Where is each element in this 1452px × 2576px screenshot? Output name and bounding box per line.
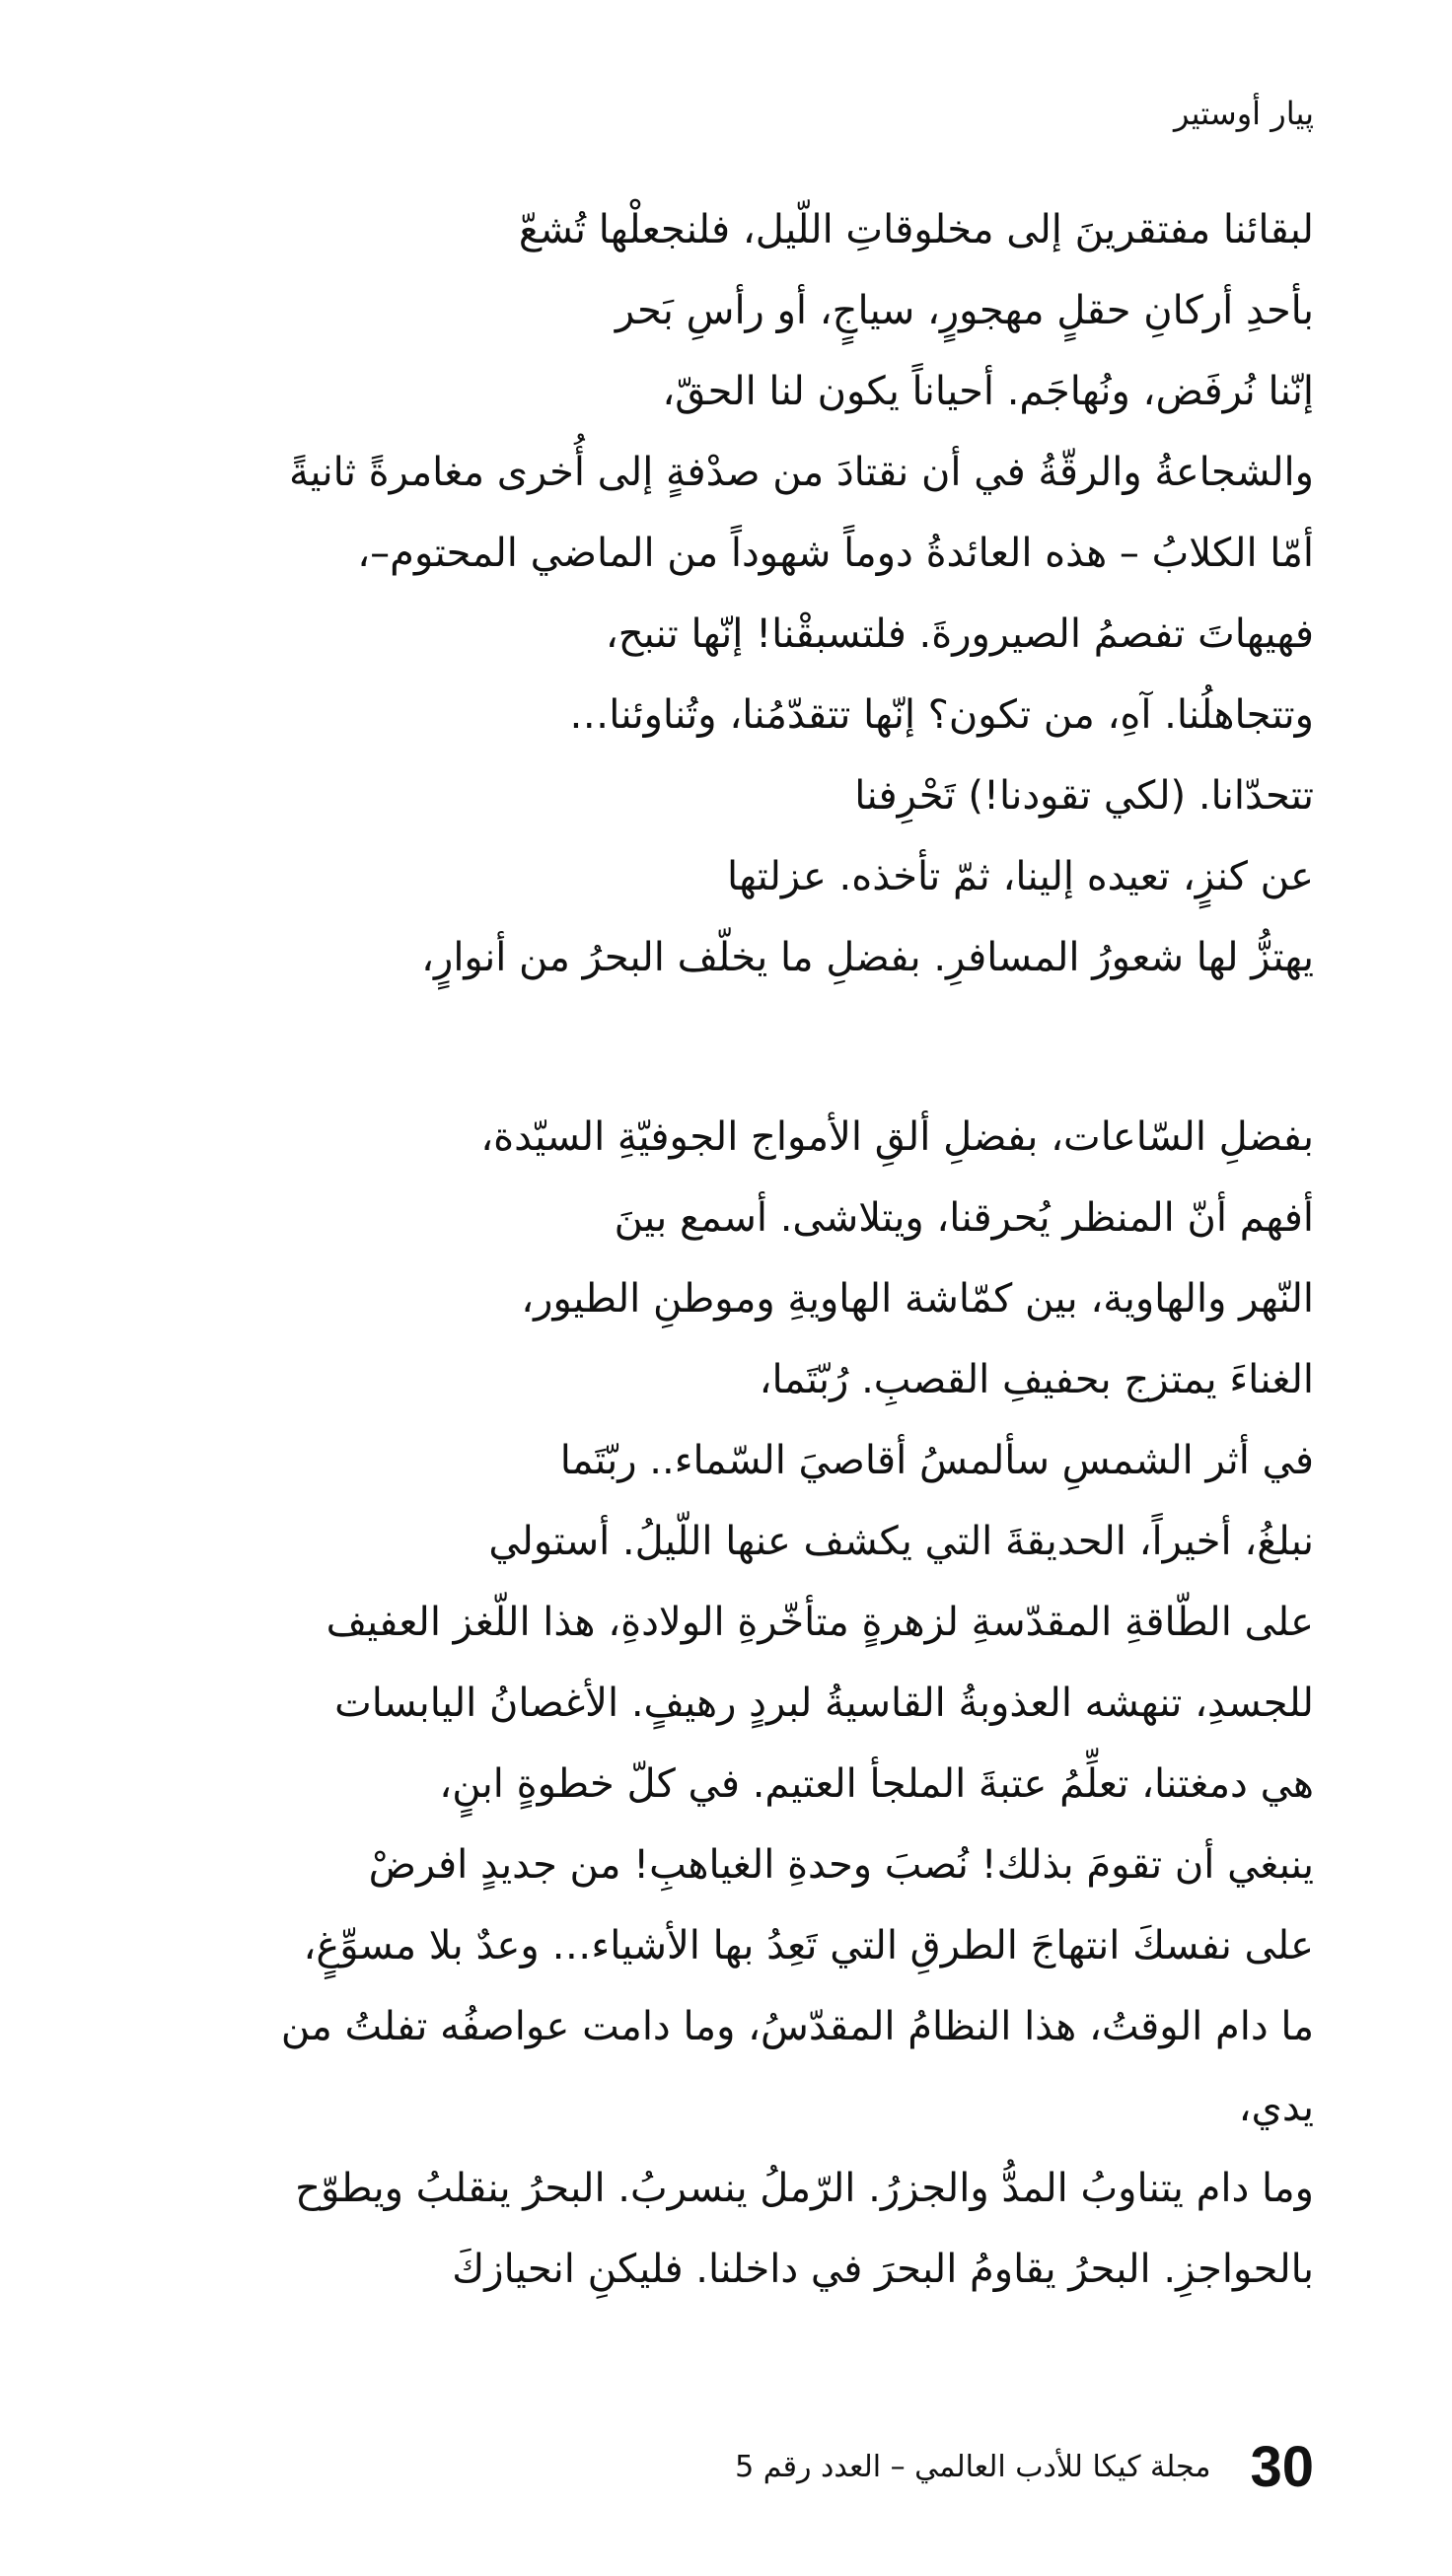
poem-line: بالحواجزِ. البحرُ يقاومُ البحرَ في داخلنا. فليكنِ انحيازكَ (452, 2247, 1314, 2292)
poem-line: تتحدّانا. (لكي تقودنا!) تَحْرِفنا (854, 773, 1314, 819)
poem-body (110, 189, 1314, 2310)
poem-line: النّهر والهاوية، بين كمّاشة الهاويةِ وموطنِ الطيور، (521, 1276, 1314, 1322)
poem-line: هي دمغتنا، تعلِّمُ عتبةَ الملجأ العتيم. في كلّ خطوةٍ ابنٍ، (439, 1761, 1314, 1807)
poem-line: بفضلِ السّاعات، بفضلِ ألقِ الأمواج الجوفيّةِ السيّدة، (480, 1114, 1314, 1160)
poem-line: للجسدِ، تنهشه العذوبةُ القاسيةُ لبردٍ رهيفٍ. الأغصانُ اليابسات (334, 1681, 1314, 1726)
poem-line: والشجاعةُ والرقّةُ في أن نقتادَ من صدْفةٍ إلى أُخرى مغامرةً ثانيةً (288, 450, 1314, 495)
poem-line: عن كنزٍ، تعيده إلينا، ثمّ تأخذه. عزلتها (727, 854, 1314, 899)
stanza-gap (110, 998, 1314, 1097)
page-number: 30 (1250, 2435, 1314, 2499)
poem-line: بأحدِ أركانِ حقلٍ مهجورٍ، سياجٍ، أو رأسِ بَحر (615, 288, 1314, 333)
poem-line: على الطّاقةِ المقدّسةِ لزهرةٍ متأخّرةِ الولادةِ، هذا اللّغز العفيف (326, 1600, 1314, 1645)
poem-line: أفهم أنّ المنظر يُحرقنا، ويتلاشى. أسمع بينَ (614, 1195, 1314, 1241)
poem-line: لبقائنا مفتقرينَ إلى مخلوقاتِ اللّيل، فلنجعلْها تُشعّ (518, 207, 1314, 252)
poem-line: ينبغي أن تقومَ بذلك! نُصبَ وحدةِ الغياهبِ! من جديدٍ افرضْ (368, 1842, 1314, 1888)
author-header: پيار أوستير (1173, 95, 1314, 132)
poem-line: على نفسكَ انتهاجَ الطرقِ التي تَعِدُ بها الأشياء… وعدٌ بلا مسوِّغٍ، (303, 1923, 1314, 1968)
stanza-1 (110, 189, 1314, 998)
poem-line: يهتزُّ لها شعورُ المسافرِ. بفضلِ ما يخلّف البحرُ من أنوارٍ، (421, 935, 1314, 980)
poem-line: ما دام الوقتُ، هذا النظامُ المقدّسُ، وما دامت عواصفُه تفلتُ من (280, 2004, 1314, 2049)
poem-line: فهيهاتَ تفصمُ الصيرورةَ. فلتسبقْنا! إنّها تنبح، (605, 611, 1314, 657)
poem-line: يدي، (1238, 2085, 1314, 2130)
stanza-2 (110, 1097, 1314, 2310)
journal-title: مجلة كيكا للأدب العالمي – العدد رقم 5 (735, 2450, 1211, 2484)
poem-line: الغناءَ يمتزج بحفيفِ القصبِ. رُبّتَما، (759, 1357, 1314, 1402)
poem-line: أمّا الكلابُ – هذه العائدةُ دوماً شهوداً من الماضي المحتوم–، (357, 531, 1314, 576)
poem-line: وتتجاهلُنا. آهِ، من تكون؟ إنّها تتقدّمُنا، وتُناوئنا… (569, 692, 1314, 738)
poem-line: وما دام يتناوبُ المدُّ والجزرُ. الرّملُ ينسربُ. البحرُ ينقلبُ ويطوّح (295, 2166, 1314, 2211)
poem-line: إنّنا نُرفَض، ونُهاجَم. أحياناً يكون لنا الحقّ، (662, 369, 1314, 414)
poem-line: في أثر الشمسِ سألمسُ أقاصيَ السّماء.. ربّتَما (559, 1438, 1314, 1483)
poem-line: نبلغُ، أخيراً، الحديقةَ التي يكشف عنها اللّيلُ. أستولي (488, 1519, 1314, 1564)
